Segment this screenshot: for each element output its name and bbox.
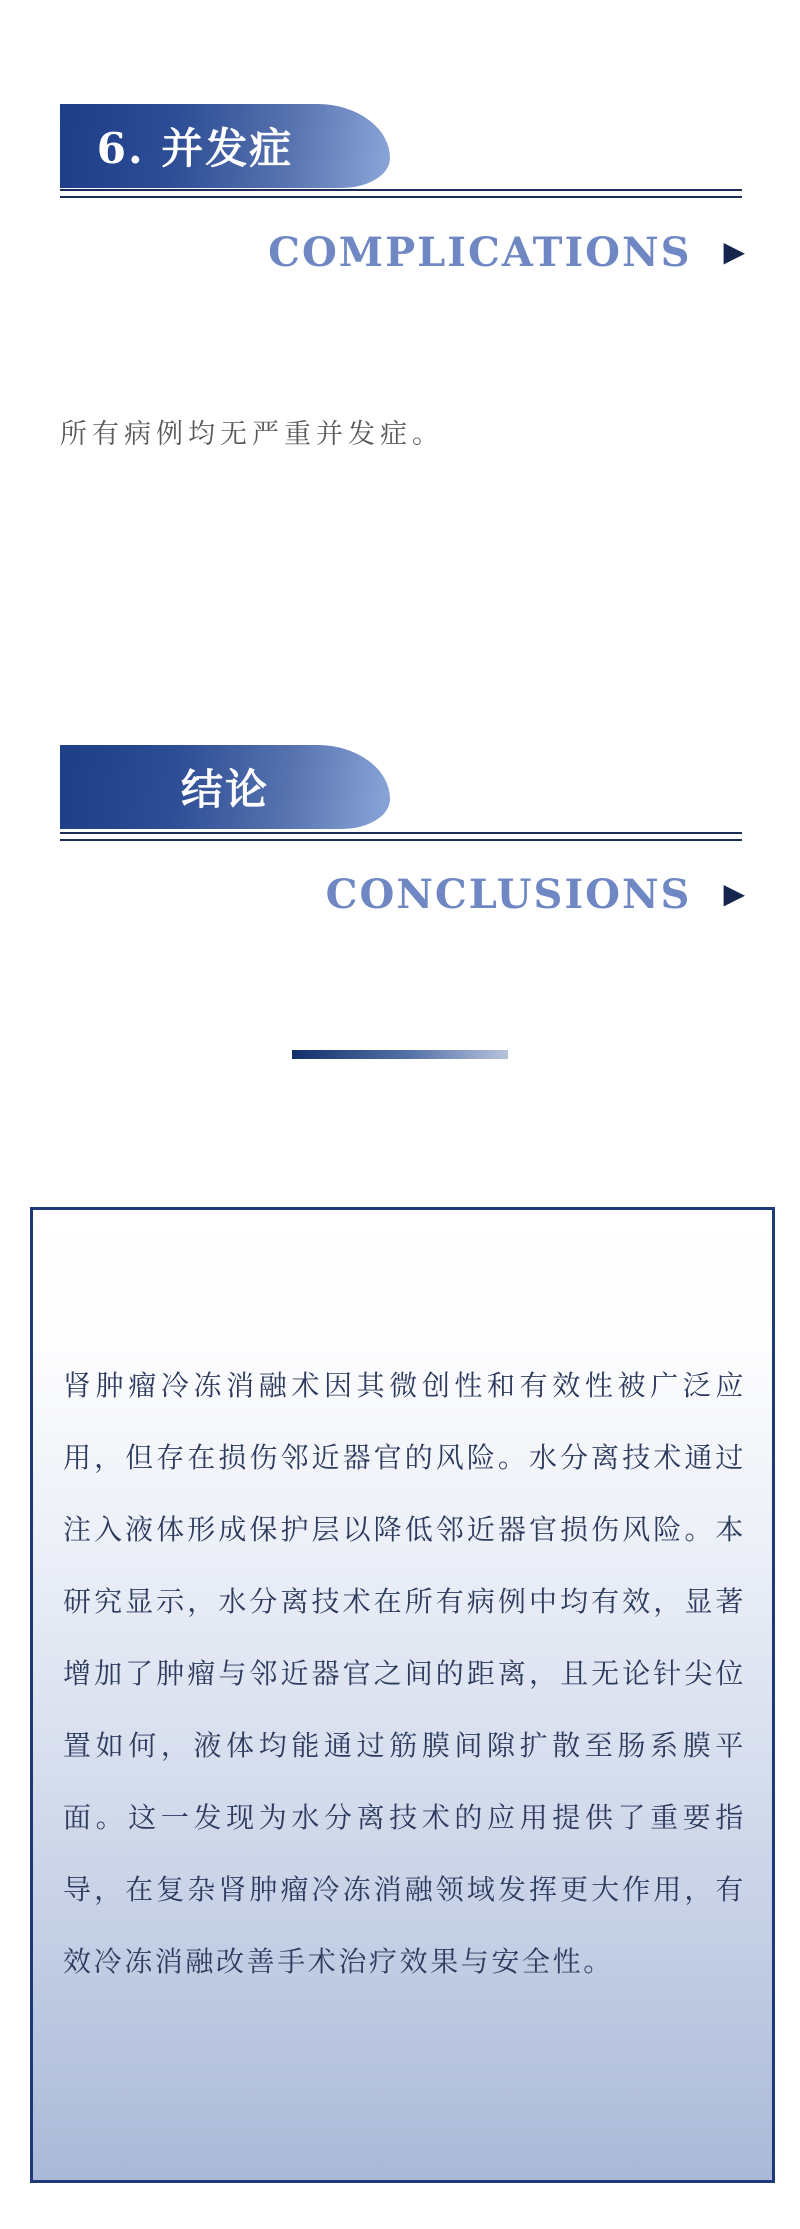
conclusions-double-rule <box>60 832 742 841</box>
divider-line <box>60 839 742 841</box>
gradient-divider-bar <box>292 1050 508 1059</box>
complications-body-text: 所有病例均无严重并发症。 <box>60 419 444 450</box>
divider-line <box>60 832 742 834</box>
complications-heading-en: COMPLICATIONS <box>268 228 692 276</box>
conclusions-section-banner <box>60 745 390 829</box>
complications-double-rule <box>60 189 742 198</box>
divider-line <box>60 189 742 191</box>
complications-heading-row <box>60 226 745 278</box>
conclusions-banner-title: 结论 <box>180 765 269 814</box>
divider-line <box>60 196 742 198</box>
conclusions-heading-row <box>60 868 745 920</box>
complications-section-banner <box>60 104 390 188</box>
conclusions-heading-en: CONCLUSIONS <box>325 870 692 918</box>
complications-banner-title: 6. 并发症 <box>96 124 294 173</box>
conclusions-box <box>30 1207 775 2183</box>
conclusions-paragraph: 肾肿瘤冷冻消融术因其微创性和有效性被广泛应用，但存在损伤邻近器官的风险。水分离技术通过注入液体形成保护层以降低邻近器官损伤风险。本研究显示，水分离技术在所有病例中均有效，显著增加了肿瘤与邻近器官之间的距离，且无论针尖位置如何，液体均能通过筋膜间隙扩散至肠系膜平面。这一发现为水分离技术的应用提供了重要指导，在复杂肾肿瘤冷冻消融领域发挥更大作用，有效冷冻消融改善手术治疗效果与安全性。 <box>63 1369 746 1978</box>
arrow-right-icon: ▶ <box>723 877 745 910</box>
arrow-right-icon: ▶ <box>723 235 745 268</box>
